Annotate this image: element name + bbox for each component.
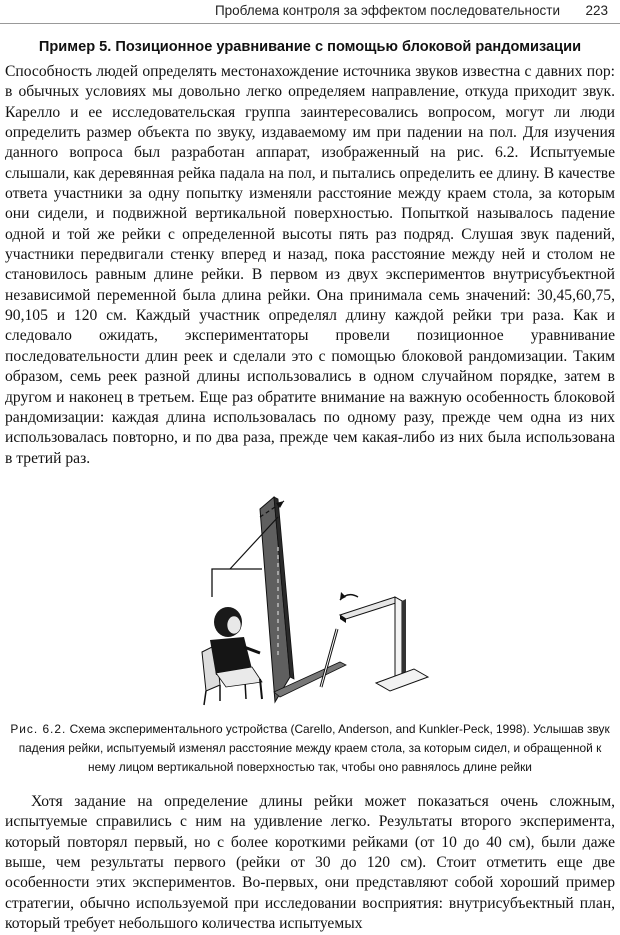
- header-rule: [0, 23, 620, 24]
- paragraph-results: Хотя задание на определение длины рейки может показаться очень сложным, испытуемые справились с ним на удивление легко. Результаты второго эксперимента, который повторял первый, но с более короткими рейками (от 10 до 40 см), были даже выше, чем результаты первого (рейки от 30 до 120 см). Стоит отметить еще две особенности этих экспериментов. Во-первых, они представляют собой хороший пример стратегии, обычно используемой при исследовании восприятия: внутрисубъектный план, который требует небольшого количества испытуемых: [5, 793, 615, 933]
- figure-label: Рис. 6.2.: [10, 722, 67, 736]
- paragraph-intro: Способность людей определять местонахождение источника звуков известна с давних пор: в обычных условиях мы довольно легко определяем направление, откуда приходит звук. Карелло и ее исследовательская группа заинтересовались вопросом, могут ли люди определить размер объекта по звуку, издаваемому им при падении на пол. Для изучения данного вопроса был разработан аппарат, изображенный на рис. 6.2. Испытуемые слышали, как деревянная рейка падала на пол, и пытались определить ее длину. В качестве ответа участники за одну попытку изменяли расстояние между краем стола, за которым они сидели, и подвижной вертикальной поверхностью. Попыткой называлось падение одной и той же рейки с определенной высоты пять раз подряд. Слушая звук падений, участники передвигали стенку вперед и назад, пока расстояние между ней и столом не становилось равным длине рейки. В первом из двух экспериментов внутрисубъектной независимой переменной была длина рейки. Она принимала семь значений: 30,45,60,75, 90,105 и 120 см. Каждый участник определял длину каждой рейки три раза. Как и следовало ожидать, экспериментаторы провели позиционное уравнивание последовательности длин реек и сделали это с помощью блоковой рандомизации. Таким образом, семь реек разной длины использовались в одном случайном порядке, затем в другом и наконец в третьем. Еще раз обратите внимание на важную особенность блоковой рандомизации: каждая длина использовалась по одному разу, прежде чем одна из них использовалась повторно, и по два раза, прежде чем какая-либо из них была использована в третий раз.: [5, 63, 615, 467]
- running-header: [0, 0, 620, 26]
- drop-stand: [340, 597, 428, 691]
- running-title: Проблема контроля за эффектом последовательности: [214, 3, 560, 18]
- figure-caption: [8, 720, 612, 777]
- movable-wall: [260, 497, 294, 702]
- section-heading: Пример 5. Позиционное уравнивание с помощью блоковой рандомизации: [38, 39, 582, 55]
- figure-caption-text: Схема экспериментального устройства (Carello, Anderson, and Kunkler-Peck, 1998). Услышав звук падения рейки, испытуемый изменял расстояние между краем стола, за которым сидел, и обращенной к нему лицом вертикальной поверхностью так, чтобы оно равнялось длине рейки: [18, 722, 610, 774]
- apparatus-illustration: [190, 487, 480, 715]
- page-number: 223: [585, 3, 608, 18]
- drop-arrow: [340, 592, 358, 600]
